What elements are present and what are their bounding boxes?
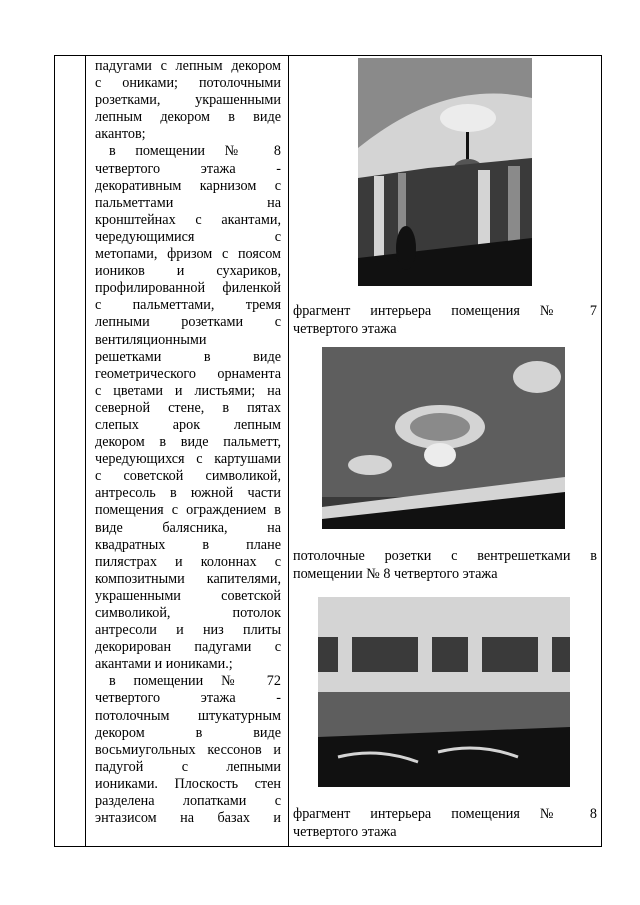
text-line: квадратных в плане [95, 536, 281, 553]
text-line: антресоли и низ плиты [95, 622, 281, 639]
caption-photo-2 [293, 548, 597, 583]
text-line: метопами, фризом с поясом [95, 246, 281, 263]
text-line: четвертого этажа - [95, 160, 281, 177]
text-line: акантами и иониками.; [95, 656, 233, 673]
text-line: в помещении № 8 [109, 143, 281, 160]
caption-photo-3 [293, 806, 597, 841]
text-line: падугой с лепными [95, 758, 281, 775]
text-line: декором в виде [95, 724, 281, 741]
text-line: пилястрах и колоннах с [95, 553, 281, 570]
photo-interior-room-8 [318, 597, 570, 787]
caption-line: фрагмент интерьера помещения № 7 [293, 303, 597, 319]
text-line: виде балясника, на [95, 519, 281, 536]
text-line: с советской символикой, [95, 468, 281, 485]
caption-line: четвертого этажа [293, 823, 397, 840]
text-line: чередующимися с [95, 228, 281, 245]
text-line: символикой, потолок [95, 605, 281, 621]
text-line: вентиляционными [95, 331, 207, 348]
text-line: декором в виде пальметт, [95, 434, 281, 451]
text-line: розетками, украшенными [95, 92, 281, 109]
text-line: акантов; [95, 126, 146, 143]
text-line: профилированной филенкой [95, 280, 281, 297]
text-line: потолочным штукатурным [95, 707, 281, 724]
caption-photo-1 [293, 303, 597, 338]
text-line: северной стене, в пятах [95, 399, 281, 416]
text-line: пальметтами на [95, 194, 281, 211]
text-line: лепным декором в виде [95, 109, 281, 126]
text-line: композитными капителями, [95, 570, 281, 587]
text-line: с цветами и листьями; на [95, 382, 281, 399]
caption-line: помещении № 8 четвертого этажа [293, 565, 498, 582]
caption-line: четвертого этажа [293, 320, 397, 337]
photo-interior-room-7 [358, 58, 532, 286]
text-line: в помещении № 72 [109, 673, 281, 690]
text-line: декорирован падугами с [95, 639, 281, 656]
text-line: помещения с ограждением в [95, 502, 281, 519]
column-divider-middle [288, 56, 289, 846]
text-line: решетками в виде [95, 348, 281, 365]
text-line: восьмиугольных кессонов и [95, 741, 281, 758]
text-line: слепых арок лепным [95, 416, 281, 433]
text-line: иониками. Плоскость стен [95, 775, 281, 792]
column-divider-left [85, 56, 86, 846]
text-line: четвертого этажа - [95, 690, 281, 707]
caption-line: фрагмент интерьера помещения № 8 [293, 806, 597, 822]
text-line: декоративным карнизом с [95, 177, 281, 194]
text-line: кронштейнах с акантами, [95, 211, 281, 228]
text-line: чередующихся с картушами [95, 451, 281, 468]
text-line: лепными розетками с [95, 314, 281, 331]
text-line: энтазисом на базах и [95, 810, 281, 827]
photo-ceiling-rosettes-room-8 [322, 347, 565, 529]
text-line: иоников и сухариков, [95, 263, 281, 280]
text-line: геометрического орнамента [95, 365, 281, 382]
text-line: падугами с лепным декором [95, 58, 281, 74]
text-line: антресоль в южной части [95, 485, 281, 502]
caption-line: потолочные розетки с вентрешетками в [293, 548, 597, 564]
text-line: с пальметтами, тремя [95, 297, 281, 314]
text-line: с ониками; потолочными [95, 75, 281, 92]
text-line: украшенными советской [95, 587, 281, 604]
description-text-column [95, 58, 281, 827]
text-line: разделена лопатками с [95, 793, 281, 810]
